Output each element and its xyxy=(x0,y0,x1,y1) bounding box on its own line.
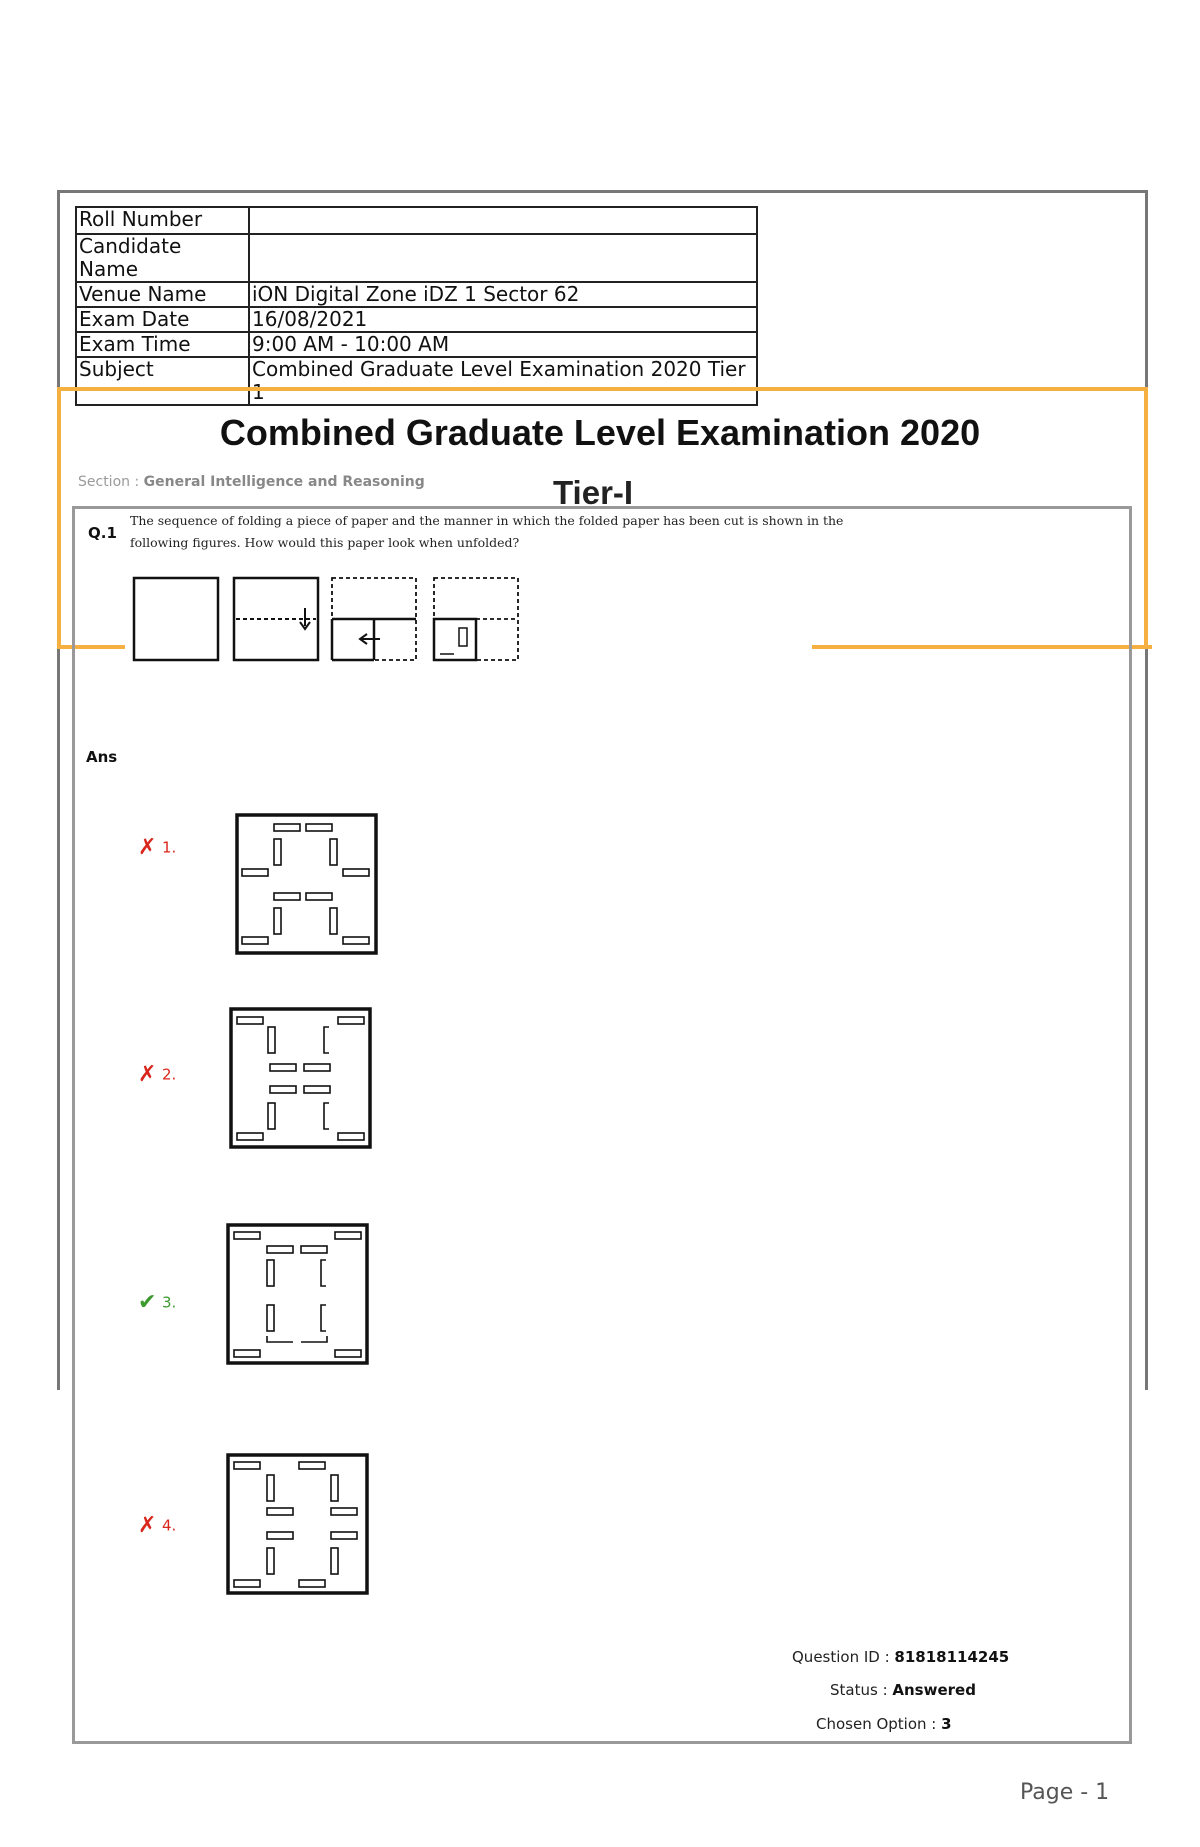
exam-tier: Tier-I xyxy=(553,474,634,510)
info-value: 16/08/2021 xyxy=(249,307,757,332)
section-line xyxy=(78,474,425,490)
section-name: General Intelligence and Reasoning xyxy=(143,474,425,490)
option-4[interactable] xyxy=(138,1513,176,1538)
wrong-mark-icon: ✗ xyxy=(138,835,157,860)
page-number: Page - 1 xyxy=(1020,1780,1110,1805)
info-label: Exam Time xyxy=(76,332,249,357)
answer-label: Ans xyxy=(86,748,118,766)
wrong-mark-icon: ✗ xyxy=(138,1062,157,1087)
exam-title: Combined Graduate Level Examination 2020 xyxy=(219,412,981,453)
option-number: 1. xyxy=(162,838,177,857)
info-label: Roll Number xyxy=(76,207,249,234)
info-row-venue xyxy=(76,282,757,307)
question-id-label: Question ID : xyxy=(792,1648,895,1666)
fold-figure-1 xyxy=(132,576,224,664)
option-number: 4. xyxy=(162,1516,177,1535)
option-4-figure[interactable] xyxy=(225,1452,371,1597)
option-1[interactable] xyxy=(138,835,176,860)
info-label: Candidate Name xyxy=(76,234,249,282)
option-2-figure[interactable] xyxy=(228,1006,374,1151)
section-prefix: Section : xyxy=(78,474,144,490)
info-label: Exam Date xyxy=(76,307,249,332)
info-value: Combined Graduate Level Examination 2020 Tier 1 xyxy=(249,357,757,405)
question-text: The sequence of folding a piece of paper and the manner in which the folded paper has been cut is shown in the following figures. How would this paper look when unfolded? xyxy=(130,513,844,550)
info-value: iON Digital Zone iDZ 1 Sector 62 xyxy=(249,282,757,307)
info-value xyxy=(249,234,757,282)
info-row-roll xyxy=(76,207,757,234)
fold-figure-3 xyxy=(330,576,422,664)
question-id-value: 81818114245 xyxy=(894,1648,1010,1666)
info-label: Subject xyxy=(76,357,249,405)
chosen-option-label: Chosen Option : xyxy=(816,1715,942,1733)
question-id-line xyxy=(792,1648,1009,1666)
info-value: 9:00 AM - 10:00 AM xyxy=(249,332,757,357)
status-line xyxy=(830,1681,976,1699)
option-2[interactable] xyxy=(138,1062,176,1087)
status-value: Answered xyxy=(892,1681,976,1699)
info-label: Venue Name xyxy=(76,282,249,307)
option-3-figure[interactable] xyxy=(225,1222,371,1367)
chosen-option-line xyxy=(816,1715,952,1733)
question-number: Q.1 xyxy=(88,524,117,542)
fold-figure-4 xyxy=(432,576,524,664)
wrong-mark-icon: ✗ xyxy=(138,1513,157,1538)
fold-figure-2 xyxy=(232,576,324,664)
option-1-figure[interactable] xyxy=(234,812,380,957)
info-row-name xyxy=(76,234,757,282)
option-3[interactable] xyxy=(138,1290,176,1315)
option-number: 3. xyxy=(162,1293,177,1312)
check-mark-icon: ✔ xyxy=(138,1290,157,1315)
status-label: Status : xyxy=(830,1681,893,1699)
chosen-option-value: 3 xyxy=(941,1715,952,1733)
candidate-info-table xyxy=(75,206,758,406)
info-row-time xyxy=(76,332,757,357)
info-value xyxy=(249,207,757,234)
option-number: 2. xyxy=(162,1065,177,1084)
info-row-date xyxy=(76,307,757,332)
